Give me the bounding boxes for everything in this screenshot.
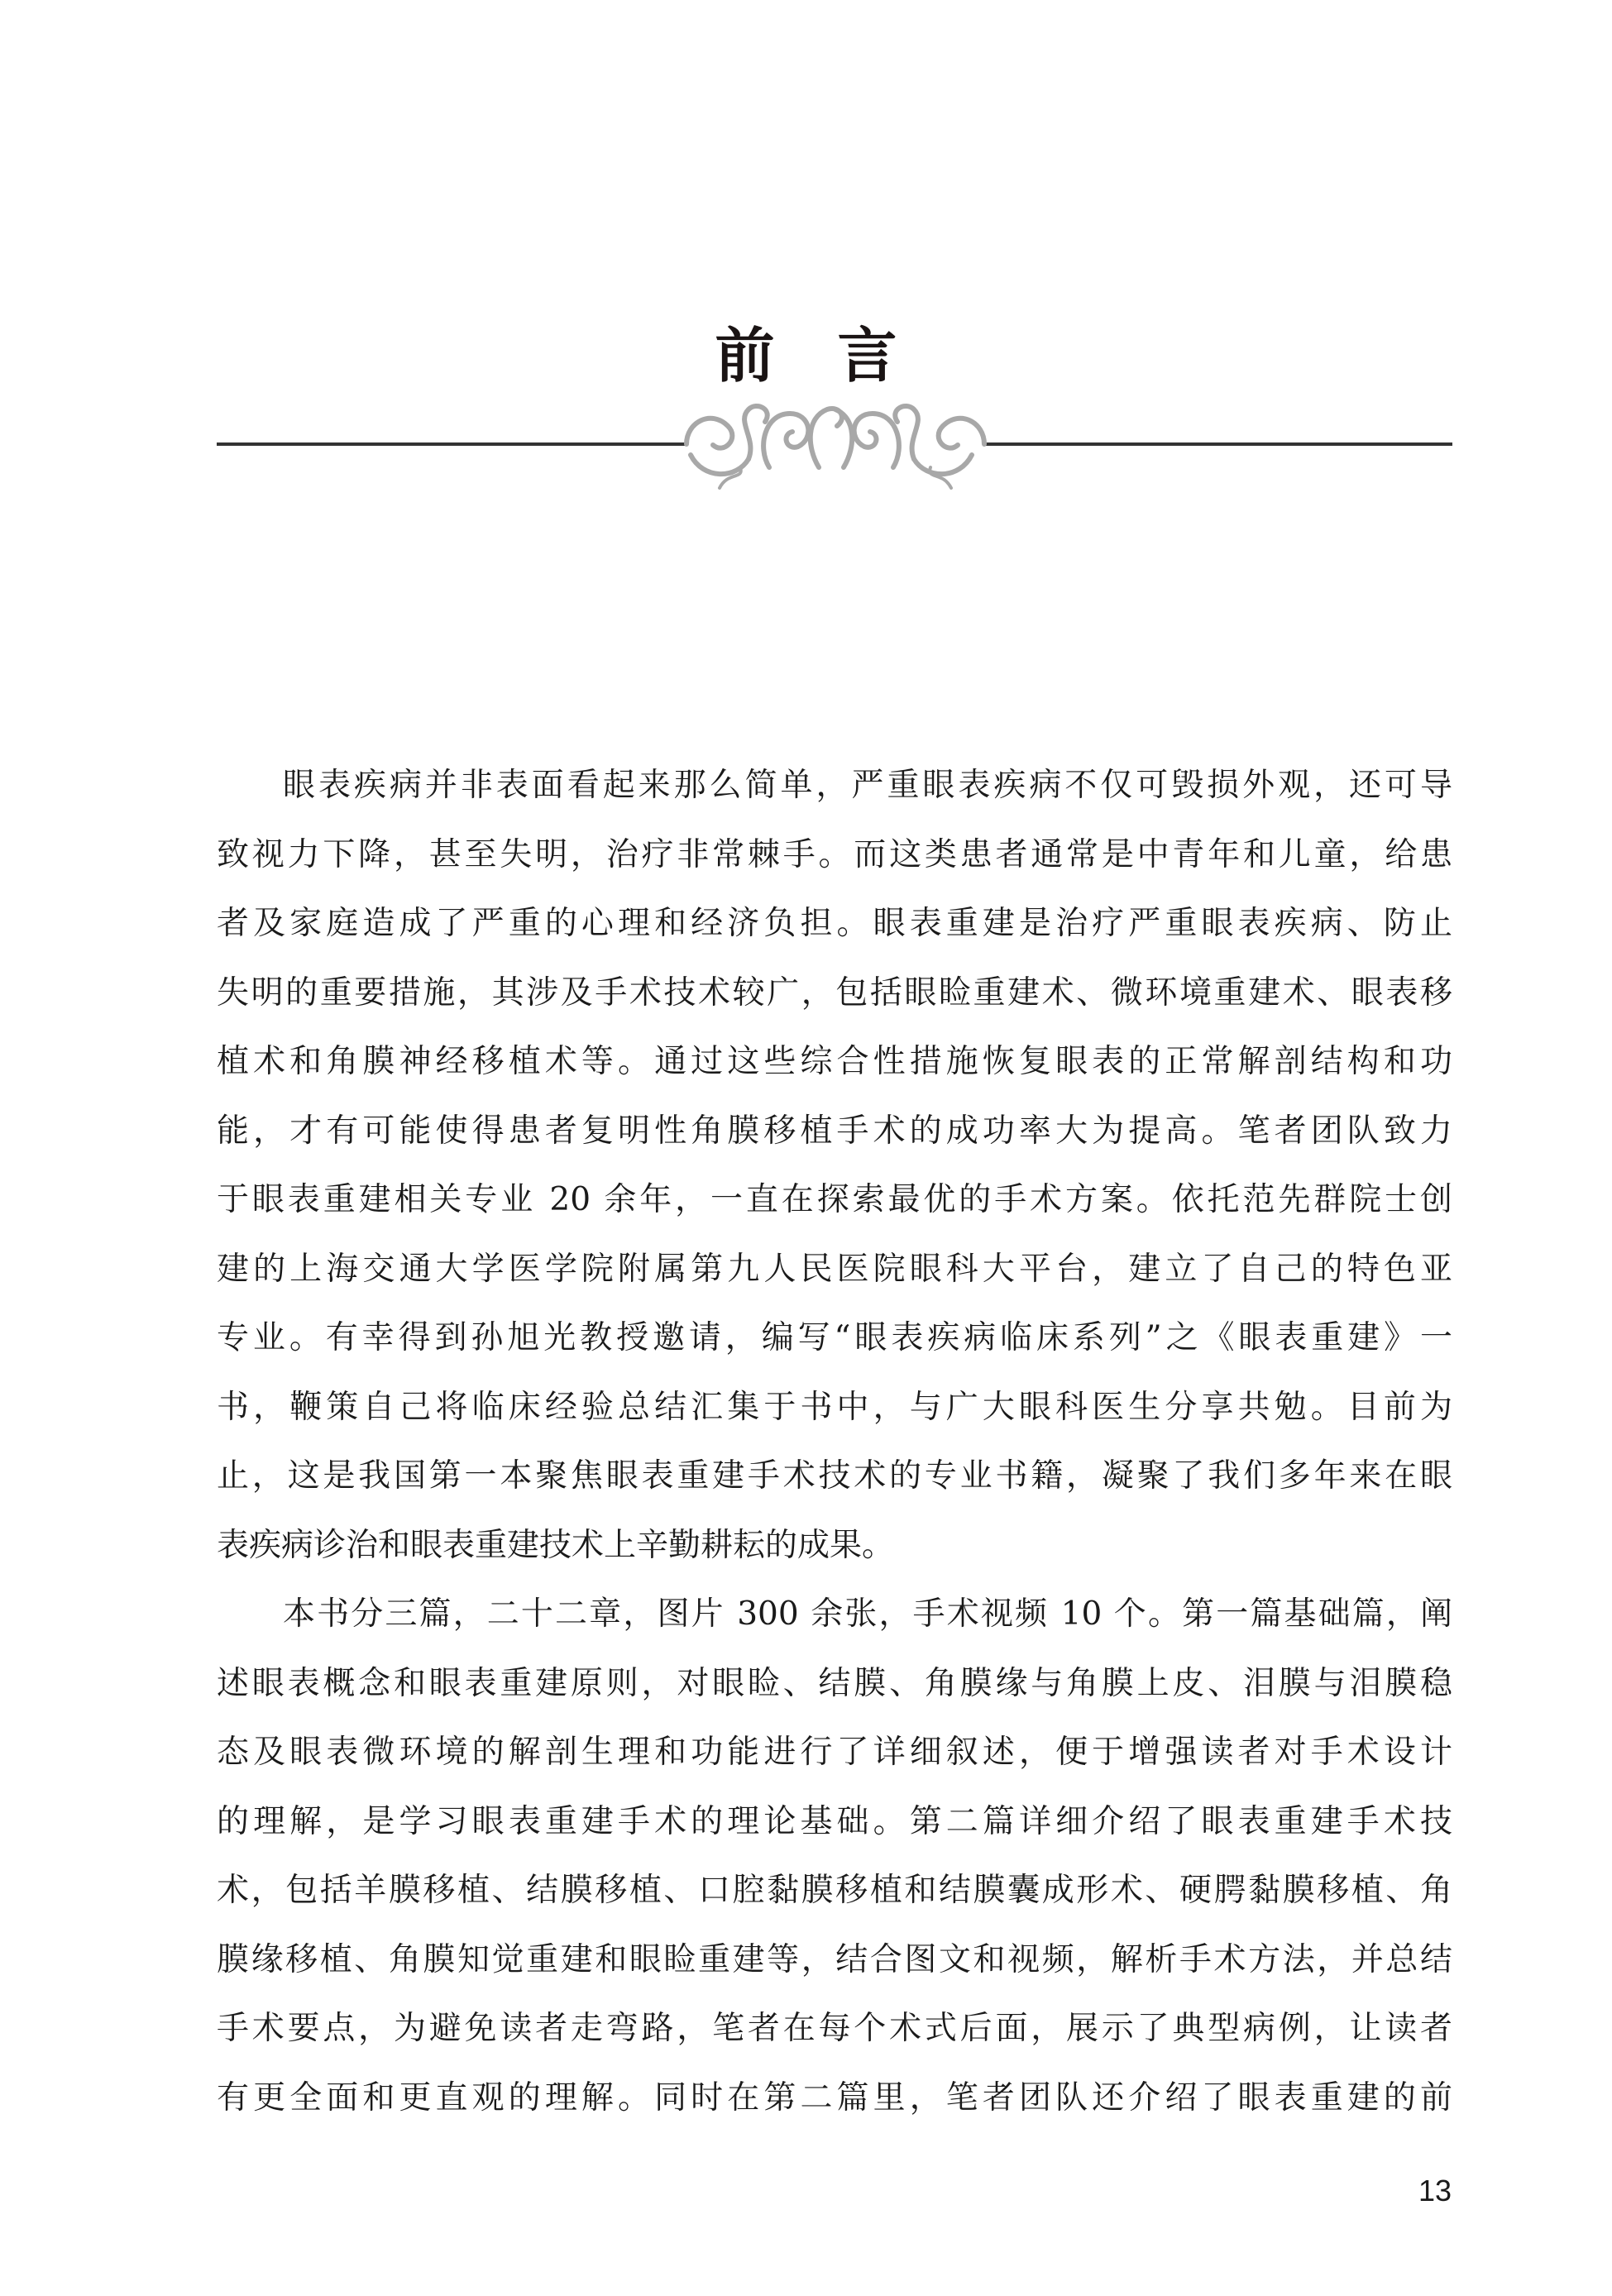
text-line: 者及家庭造成了严重的心理和经济负担。眼表重建是治疗严重眼表疾病、防止 [217,905,1452,942]
page-title-char: 前 [715,320,775,390]
preface-body [217,751,1452,2132]
title-divider-ornament [0,389,1612,505]
text-line: 手术要点，为避免读者走弯路，笔者在每个术式后面，展示了典型病例，让读者 [217,2010,1452,2047]
text-line: 眼表疾病并非表面看起来那么简单，严重眼表疾病不仅可毁损外观，还可导 [283,767,1452,804]
text-line: 的理解，是学习眼表重建手术的理论基础。第二篇详细介绍了眼表重建手术技 [217,1802,1452,1840]
page-title [0,314,1612,397]
text-line: 术，包括羊膜移植、结膜移植、口腔黏膜移植和结膜囊成形术、硬腭黏膜移植、角 [217,1872,1452,1909]
text-line: 表疾病诊治和眼表重建技术上辛勤耕耘的成果。 [217,1526,895,1564]
page-title-char: 言 [837,320,897,390]
text-line: 能，才有可能使得患者复明性角膜移植手术的成功率大为提高。笔者团队致力 [217,1112,1452,1150]
text-line: 失明的重要措施，其涉及手术技术较广，包括眼睑重建术、微环境重建术、眼表移 [217,973,1452,1012]
text-line: 致视力下降，甚至失明，治疗非常棘手。而这类患者通常是中青年和儿童，给患 [217,835,1452,873]
text-line: 于眼表重建相关专业 20 余年，一直在探索最优的手术方案。依托范先群院士创 [217,1181,1452,1218]
text-line: 态及眼表微环境的解剖生理和功能进行了详细叙述，便于增强读者对手术设计 [217,1734,1452,1771]
page-number: 13 [1418,2174,1452,2208]
paragraph-1 [217,751,1452,1580]
flourish-icon [686,406,984,488]
text-line: 本书分三篇，二十二章，图片 300 余张，手术视频 10 个。第一篇基础篇，阐 [283,1595,1452,1633]
text-line: 专业。有幸得到孙旭光教授邀请，编写“眼表疾病临床系列”之《眼表重建》一 [217,1319,1452,1356]
text-line: 建的上海交通大学医学院附属第九人民医院眼科大平台，建立了自己的特色亚 [217,1250,1452,1288]
text-line: 书，鞭策自己将临床经验总结汇集于书中，与广大眼科医生分享共勉。目前为 [217,1388,1452,1426]
text-line: 膜缘移植、角膜知觉重建和眼睑重建等，结合图文和视频，解析手术方法，并总结 [217,1940,1452,1978]
text-line: 有更全面和更直观的理解。同时在第二篇里，笔者团队还介绍了眼表重建的前 [217,2078,1452,2117]
paragraph-2 [217,1580,1452,2132]
text-line: 述眼表概念和眼表重建原则，对眼睑、结膜、角膜缘与角膜上皮、泪膜与泪膜稳 [217,1664,1452,1702]
text-line: 止，这是我国第一本聚焦眼表重建手术技术的专业书籍，凝聚了我们多年来在眼 [217,1457,1452,1495]
text-line: 植术和角膜神经移植术等。通过这些综合性措施恢复眼表的正常解剖结构和功 [217,1043,1452,1080]
